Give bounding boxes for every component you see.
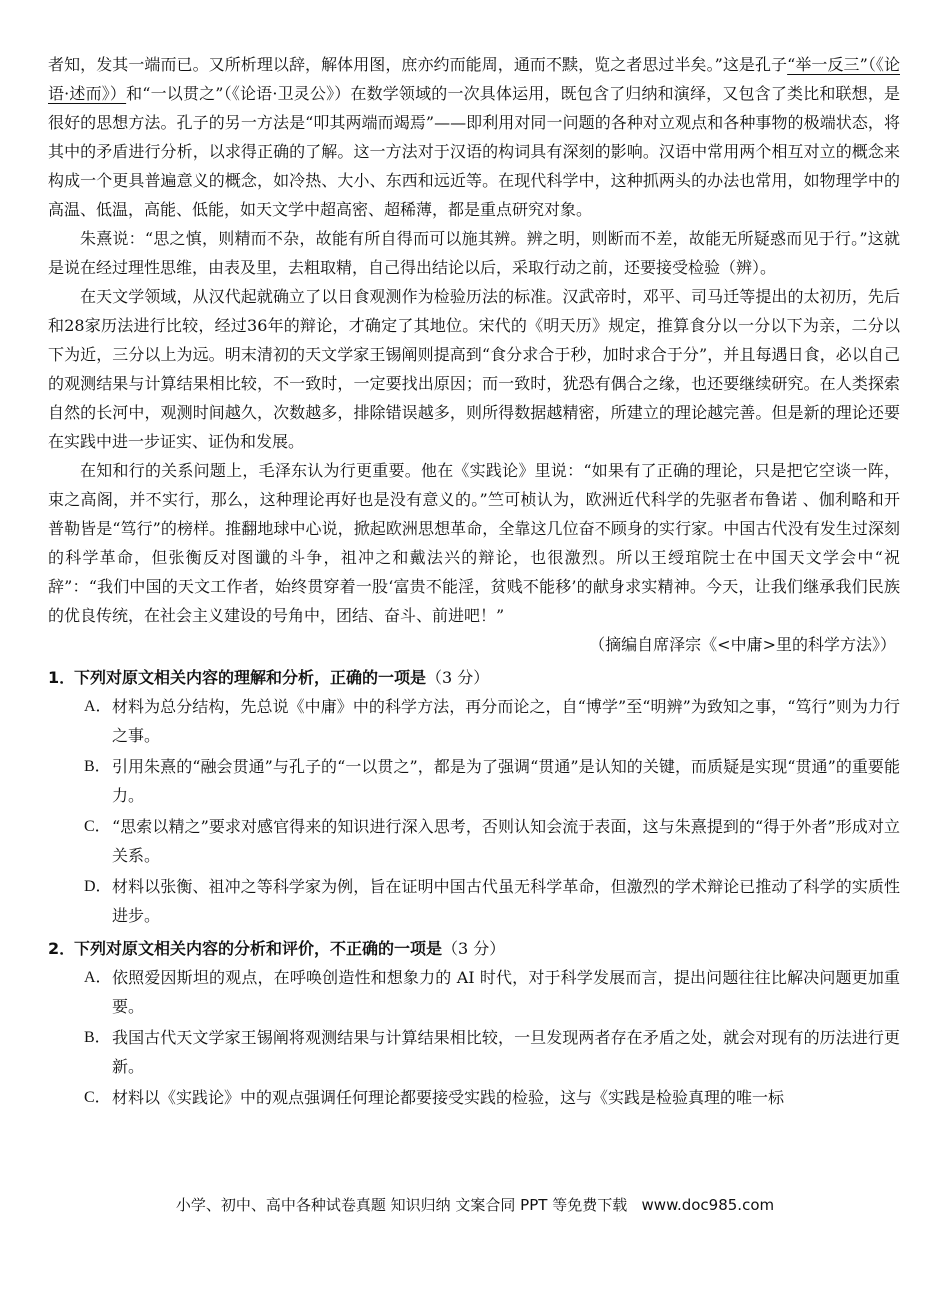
passage-source: （摘编自席泽宗《<中庸>里的科学方法》） (589, 635, 896, 654)
option-text: 依照爱因斯坦的观点，在呼唤创造性和想象力的 AI 时代，对于科学发展而言，提出问题往往比解决问题更加重要。 (112, 968, 900, 1016)
option-text: 引用朱熹的“融会贯通”与孔子的“一以贯之”，都是为了强调“贯通”是认知的关键，而质疑是实现“贯通”的重要能力。 (112, 757, 900, 805)
option-letter: D． (84, 878, 112, 895)
option-text: 材料以《实践论》中的观点强调任何理论都要接受实践的检验，这与《实践是检验真理的唯一标 (112, 1088, 785, 1107)
option-letter: A． (84, 698, 112, 715)
question-1-stem (48, 663, 900, 692)
option-letter: C． (84, 1089, 111, 1106)
page-footer (0, 1194, 950, 1215)
question-1-number: 1． (48, 668, 76, 687)
question-1-text: 下列对原文相关内容的理解和分析，正确的一项是 (74, 668, 427, 687)
footer-text: 小学、初中、高中各种试卷真题 知识归纳 文案合同 PPT 等免费下载 (175, 1196, 628, 1214)
option-text: “思索以精之”要求对感官得来的知识进行深入思考，否则认知会流于表面，这与朱熹提到的“得于外者”形成对立关系。 (112, 817, 900, 865)
question-2-option-a[interactable] (84, 963, 900, 1021)
option-text: 材料为总分结构，先总说《中庸》中的科学方法，再分而论之，自“博学”至“明辨”为致知之事，“笃行”则为力行之事。 (112, 697, 900, 745)
question-1-option-b[interactable] (84, 752, 900, 810)
question-1-option-a[interactable] (84, 692, 900, 750)
question-2-stem (48, 934, 900, 963)
option-text: 材料以张衡、祖冲之等科学家为例，旨在证明中国古代虽无科学革命，但激烈的学术辩论已推动了科学的实质性进步。 (112, 877, 900, 925)
question-2-score: （3 分） (442, 939, 506, 958)
question-1-score: （3 分） (426, 668, 490, 687)
option-letter: C． (84, 818, 111, 835)
passage-paragraph-1 (48, 50, 900, 224)
passage-p1-pre: 者知，发其一端而已。又所析理以辞，解体用图，庶亦约而能周，通而不黩，览之者思过半矣。”这是孔子 (48, 55, 788, 74)
question-2 (48, 934, 900, 1112)
question-2-text: 下列对原文相关内容的分析和评价，不正确的一项是 (74, 939, 443, 958)
question-2-option-b[interactable] (84, 1023, 900, 1081)
passage-paragraph-2: 朱熹说：“思之慎，则精而不杂，故能有所自得而可以施其辨。辨之明，则断而不差，故能无所疑惑而见于行。”这就是说在经过理性思维，由表及里，去粗取精，自己得出结论以后，采取行动之前，还要接受检验（辨）。 (48, 229, 900, 277)
option-letter: B． (84, 758, 111, 775)
passage-paragraph-3: 在天文学领域，从汉代起就确立了以日食观测作为检验历法的标准。汉武帝时，邓平、司马迁等提出的太初历，先后和28家历法进行比较，经过36年的辩论，才确定了其地位。宋代的《明天历》规定，推算食分以一分以下为亲，二分以下为近，三分以上为远。明末清初的天文学家王锡阐则提高到“食分求合于秒，加时求合于分”，并且每遇日食，必以自己的观测结果与计算结果相比较，不一致时，一定要找出原因；而一致时，犹恐有偶合之缘，也还要继续研究。在人类探索自然的长河中，观测时间越久，次数越多，排除错误越多，则所得数据越精密，所建立的理论越完善。但是新的理论还要在实践中进一步证实、证伪和发展。 (48, 287, 900, 451)
option-letter: B． (84, 1029, 111, 1046)
question-2-number: 2． (48, 939, 76, 958)
passage-p1-underlined: “举一反三”（《论语·述而》） (48, 55, 900, 103)
passage-p1-post: 和“一以贯之”（《论语·卫灵公》）在数学领域的一次具体运用，既包含了归纳和演绎，又包含了类比和联想，是很好的思想方法。孔子的另一方法是“叩其两端而竭焉”——即利用对同一问题的各种对立观点和各种事物的极端状态，将其中的矛盾进行分析，以求得正确的了解。这一方法对于汉语的构词具有深刻的影响。汉语中常用两个相互对立的概念来构成一个更具普遍意义的概念，如冷热、大小、东西和远近等。在现代科学中，这种抓两头的办法也常用，如物理学中的高温、低温，高能、低能，如天文学中超高密、超稀薄，都是重点研究对象。 (48, 84, 900, 219)
question-1-option-d[interactable] (84, 872, 900, 930)
option-text: 我国古代天文学家王锡阐将观测结果与计算结果相比较，一旦发现两者存在矛盾之处，就会对现有的历法进行更新。 (112, 1028, 900, 1076)
exam-page (48, 50, 900, 1114)
footer-site-link[interactable]: www.doc985.com (641, 1196, 775, 1214)
question-1 (48, 663, 900, 930)
question-2-option-c[interactable] (84, 1083, 900, 1112)
question-1-option-c[interactable] (84, 812, 900, 870)
option-letter: A． (84, 969, 112, 986)
passage-paragraph-4: 在知和行的关系问题上，毛泽东认为行更重要。他在《实践论》里说：“如果有了正确的理论，只是把它空谈一阵，束之高阁，并不实行，那么，这种理论再好也是没有意义的。”竺可桢认为，欧洲近代科学的先驱者布鲁诺 、伽利略和开普勒皆是“笃行”的榜样。推翻地球中心说，掀起欧洲思想革命，全靠这几位奋不顾身的实行家。中国古代没有发生过深刻的科学革命，但张衡反对图谶的斗争，祖冲之和戴法兴的辩论，也很激烈。所以王绶琯院士在中国天文学会中“祝辞”：“我们中国的天文工作者，始终贯穿着一股‘富贵不能淫，贫贱不能移’的献身求实精神。今天，让我们继承我们民族的优良传统，在社会主义建设的号角中，团结、奋斗、前进吧！” (48, 461, 900, 625)
